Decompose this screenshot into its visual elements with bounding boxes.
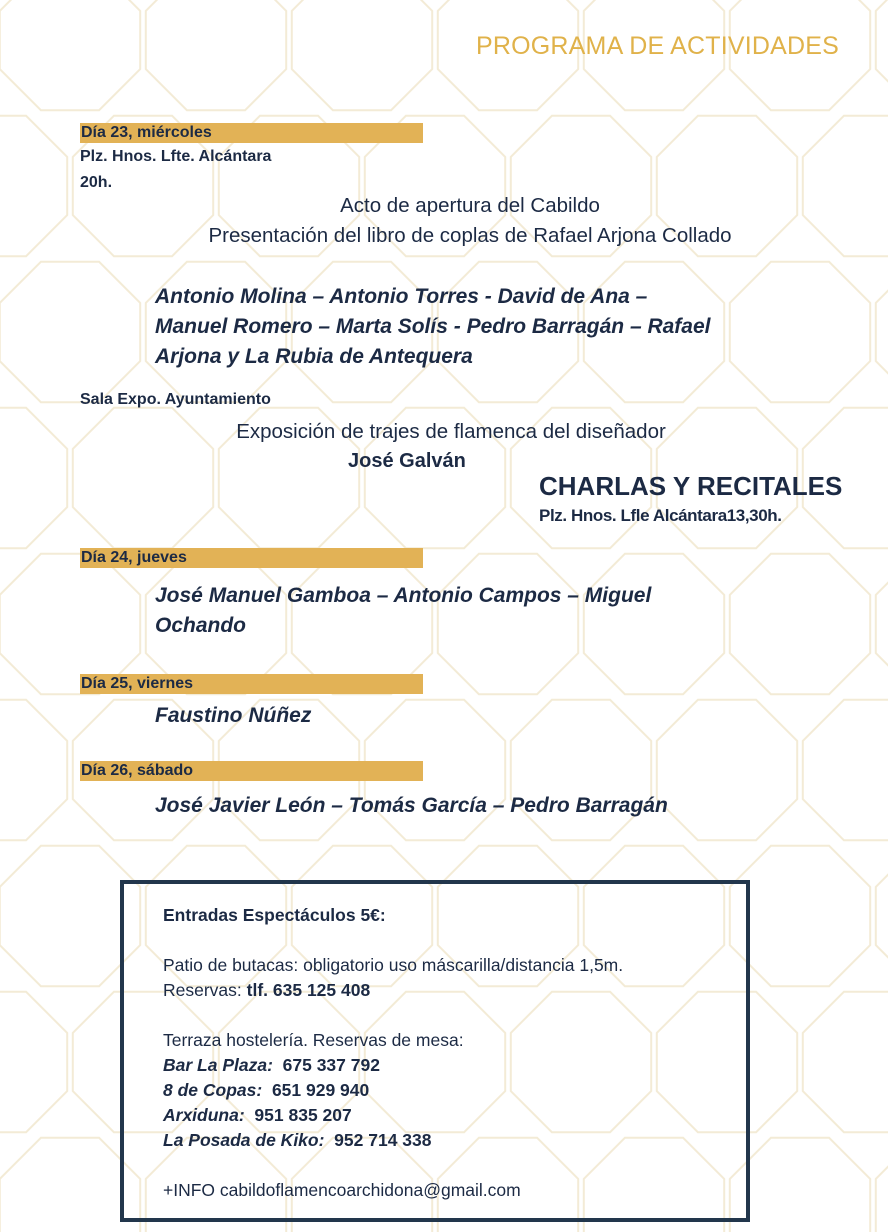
day-header-26 bbox=[80, 761, 423, 781]
venue-phone[interactable]: 651 929 940 bbox=[271, 1080, 370, 1100]
info-box bbox=[120, 880, 750, 1222]
page-title: PROGRAMA DE ACTIVIDADES bbox=[476, 32, 840, 60]
expo-venue: Sala Expo. Ayuntamiento bbox=[80, 391, 271, 408]
day-header-25 bbox=[80, 674, 423, 694]
venue-row bbox=[163, 1080, 369, 1101]
octagon-shape bbox=[730, 1138, 870, 1232]
day-header-23 bbox=[80, 123, 423, 143]
venue-name: 8 de Copas: bbox=[163, 1080, 263, 1100]
section-title-charlas: CHARLAS Y RECITALES bbox=[539, 471, 843, 501]
octagon-shape bbox=[0, 0, 140, 110]
event-subtitle: Presentación del libro de coplas de Rafael Arjona Collado bbox=[208, 224, 732, 247]
octagon-shape bbox=[0, 700, 67, 840]
expo-designer: José Galván bbox=[348, 450, 466, 472]
artist-list-25 bbox=[155, 701, 311, 731]
section-subtitle-charlas: Plz. Hnos. Lfle Alcántara13,30h. bbox=[539, 506, 782, 525]
day-header-label: Día 24, jueves bbox=[81, 549, 187, 566]
patio-info: Patio de butacas: obligatorio uso máscarilla/distancia 1,5m. bbox=[163, 955, 624, 975]
contact-email[interactable]: +INFO cabildoflamencoarchidona@gmail.com bbox=[163, 1180, 521, 1200]
terraza-info: Terraza hostelería. Reservas de mesa: bbox=[163, 1030, 464, 1050]
day-header-label: Día 23, miércoles bbox=[81, 124, 212, 141]
artist-line: José Javier León – Tomás García – Pedro Barragán bbox=[155, 794, 668, 817]
venue-name: Arxiduna: bbox=[163, 1105, 245, 1125]
octagon-shape bbox=[0, 992, 67, 1132]
venue-name: La Posada de Kiko: bbox=[163, 1130, 325, 1150]
artist-line: Antonio Molina – Antonio Torres - David de Ana – bbox=[155, 285, 648, 308]
reservas-line bbox=[163, 980, 370, 1001]
tickets-heading bbox=[163, 905, 386, 926]
artist-line: Manuel Romero – Marta Solís - Pedro Barragán – Rafael bbox=[155, 315, 711, 338]
day-header-label: Día 25, viernes bbox=[81, 675, 194, 692]
artist-line: Ochando bbox=[155, 614, 247, 637]
artist-line: Arjona y La Rubia de Antequera bbox=[155, 345, 473, 368]
venue-phone[interactable]: 675 337 792 bbox=[282, 1055, 380, 1075]
day-header-label: Día 26, sábado bbox=[81, 762, 194, 779]
expo-description: Exposición de trajes de flamenca del diseñador bbox=[236, 420, 666, 443]
octagon-shape bbox=[146, 0, 286, 110]
octagon-shape bbox=[803, 700, 888, 840]
venue-name: Bar La Plaza: bbox=[163, 1055, 273, 1075]
venue-label: Plz. Hnos. Lfte. Alcántara bbox=[80, 148, 272, 165]
octagon-shape bbox=[803, 992, 888, 1132]
venue-row bbox=[163, 1105, 352, 1126]
octagon-shape bbox=[876, 1138, 888, 1232]
venue-row bbox=[163, 1130, 432, 1151]
artist-list-24 bbox=[155, 581, 651, 641]
octagon-shape bbox=[730, 846, 870, 986]
octagon-shape bbox=[730, 262, 870, 402]
day-header-24 bbox=[80, 548, 423, 568]
octagon-shape bbox=[730, 554, 870, 694]
time-label: 20h. bbox=[80, 174, 113, 191]
venue-phone[interactable]: 952 714 338 bbox=[334, 1130, 432, 1150]
venue-row bbox=[163, 1055, 380, 1076]
venue-phone[interactable]: 951 835 207 bbox=[254, 1105, 352, 1125]
octagon-shape bbox=[292, 0, 432, 110]
octagon-shape bbox=[876, 0, 888, 110]
octagon-shape bbox=[657, 700, 797, 840]
octagon-shape bbox=[876, 262, 888, 402]
artist-list-26 bbox=[155, 791, 668, 821]
artist-line: Faustino Núñez bbox=[155, 704, 312, 727]
reservas-phone[interactable]: tlf. 635 125 408 bbox=[246, 980, 371, 1000]
octagon-shape bbox=[876, 846, 888, 986]
event-title: Acto de apertura del Cabildo bbox=[340, 194, 600, 217]
artist-list-23 bbox=[155, 282, 711, 372]
octagon-shape bbox=[876, 554, 888, 694]
octagon-shape bbox=[0, 262, 140, 402]
artist-line: José Manuel Gamboa – Antonio Campos – Miguel bbox=[155, 584, 652, 607]
tickets-heading-text: Entradas Espectáculos 5€: bbox=[163, 905, 386, 925]
reservas-label: Reservas: bbox=[163, 980, 247, 1000]
